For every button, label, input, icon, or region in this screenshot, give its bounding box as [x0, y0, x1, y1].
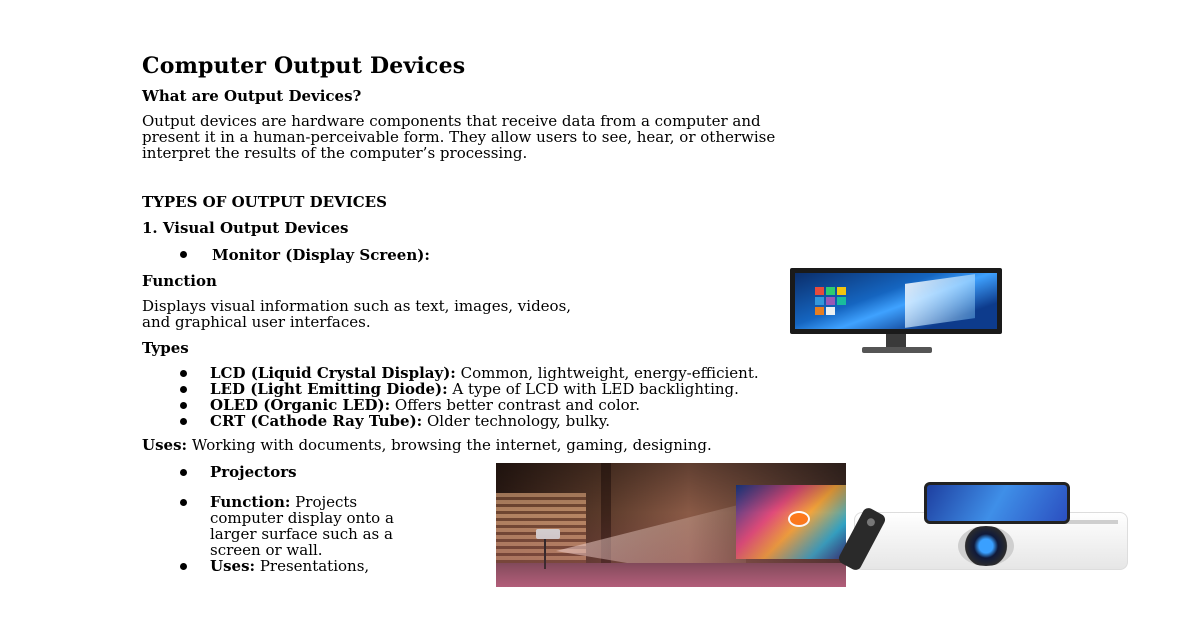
function-line: and graphical user interfaces. [142, 313, 371, 331]
tile-icon [826, 297, 835, 305]
type-desc: A type of LCD with LED backlighting. [447, 380, 739, 398]
monitor-bullet [176, 246, 430, 264]
projector-function-line: Projects [290, 493, 358, 511]
projector-lens-icon [958, 526, 1014, 566]
visual-heading: 1. Visual Output Devices [142, 219, 349, 237]
intro-line: present it in a human-perceivable form. They allow users to see, hear, or otherwise [142, 128, 776, 146]
type-name: LCD (Liquid Crystal Display): [210, 364, 456, 382]
projector-function-line: larger surface such as a [210, 525, 393, 543]
tile-icon [837, 297, 846, 305]
tile-icon [826, 307, 835, 315]
type-desc: Common, lightweight, energy-efficient. [455, 364, 759, 382]
intro-line: Output devices are hardware components that receive data from a computer and [142, 112, 761, 130]
what-heading: What are Output Devices? [142, 87, 362, 105]
tile-icon [837, 287, 846, 295]
function-heading: Function [142, 272, 217, 290]
bullet-dot [180, 386, 187, 393]
projector-uses-text: Presentations, [255, 557, 370, 575]
list-item [176, 413, 1076, 429]
projector-list [176, 464, 486, 574]
bullet-dot [180, 370, 187, 377]
tile-icon [815, 307, 824, 315]
uses-line [142, 437, 712, 453]
list-item [176, 494, 486, 558]
projector-product-image [848, 480, 1130, 572]
uses-label: Uses: [142, 436, 188, 454]
tile-icon [826, 287, 835, 295]
bullet-dot [180, 402, 187, 409]
bullet-dot [180, 563, 187, 570]
room-shading [496, 463, 846, 587]
bullet-dot [180, 418, 187, 425]
windows-logo-icon [905, 274, 975, 328]
bullet-dot [180, 469, 187, 476]
type-desc: Offers better contrast and color. [390, 396, 640, 414]
projector-uses-label: Uses: [210, 557, 256, 575]
monitor-screen [795, 273, 997, 329]
projector-room-image [496, 463, 846, 587]
monitor-neck [886, 334, 906, 348]
intro-line: interpret the results of the computer’s processing. [142, 144, 528, 162]
list-item [176, 558, 486, 574]
types-subheading: Types [142, 339, 189, 357]
type-desc: Older technology, bulky. [422, 412, 610, 430]
tile-icon [815, 287, 824, 295]
function-paragraph [142, 298, 782, 330]
monitor-base [862, 347, 932, 353]
uses-text: Working with documents, browsing the internet, gaming, designing. [187, 436, 712, 454]
phone-icon [924, 482, 1070, 524]
list-item [176, 464, 486, 480]
projector-function-line: computer display onto a [210, 509, 394, 527]
intro-paragraph [142, 113, 1072, 161]
list-item [176, 381, 1076, 397]
monitor-frame [790, 268, 1002, 334]
page-title: Computer Output Devices [142, 53, 466, 79]
type-name: LED (Light Emitting Diode): [210, 380, 448, 398]
list-item [176, 397, 1076, 413]
projectors-heading: Projectors [210, 463, 297, 481]
type-name: CRT (Cathode Ray Tube): [210, 412, 423, 430]
monitor-types-list [176, 365, 1076, 429]
monitor-bullet-label: Monitor (Display Screen): [212, 246, 430, 264]
tile-icon [815, 297, 824, 305]
type-name: OLED (Organic LED): [210, 396, 391, 414]
monitor-image [790, 268, 1002, 354]
bullet-dot [180, 251, 187, 258]
types-heading: TYPES OF OUTPUT DEVICES [142, 193, 387, 211]
projector-function-label: Function: [210, 493, 291, 511]
bullet-dot [180, 499, 187, 506]
projector-function-line: screen or wall. [210, 541, 323, 559]
list-item [176, 365, 1076, 381]
function-line: Displays visual information such as text, images, videos, [142, 297, 572, 315]
